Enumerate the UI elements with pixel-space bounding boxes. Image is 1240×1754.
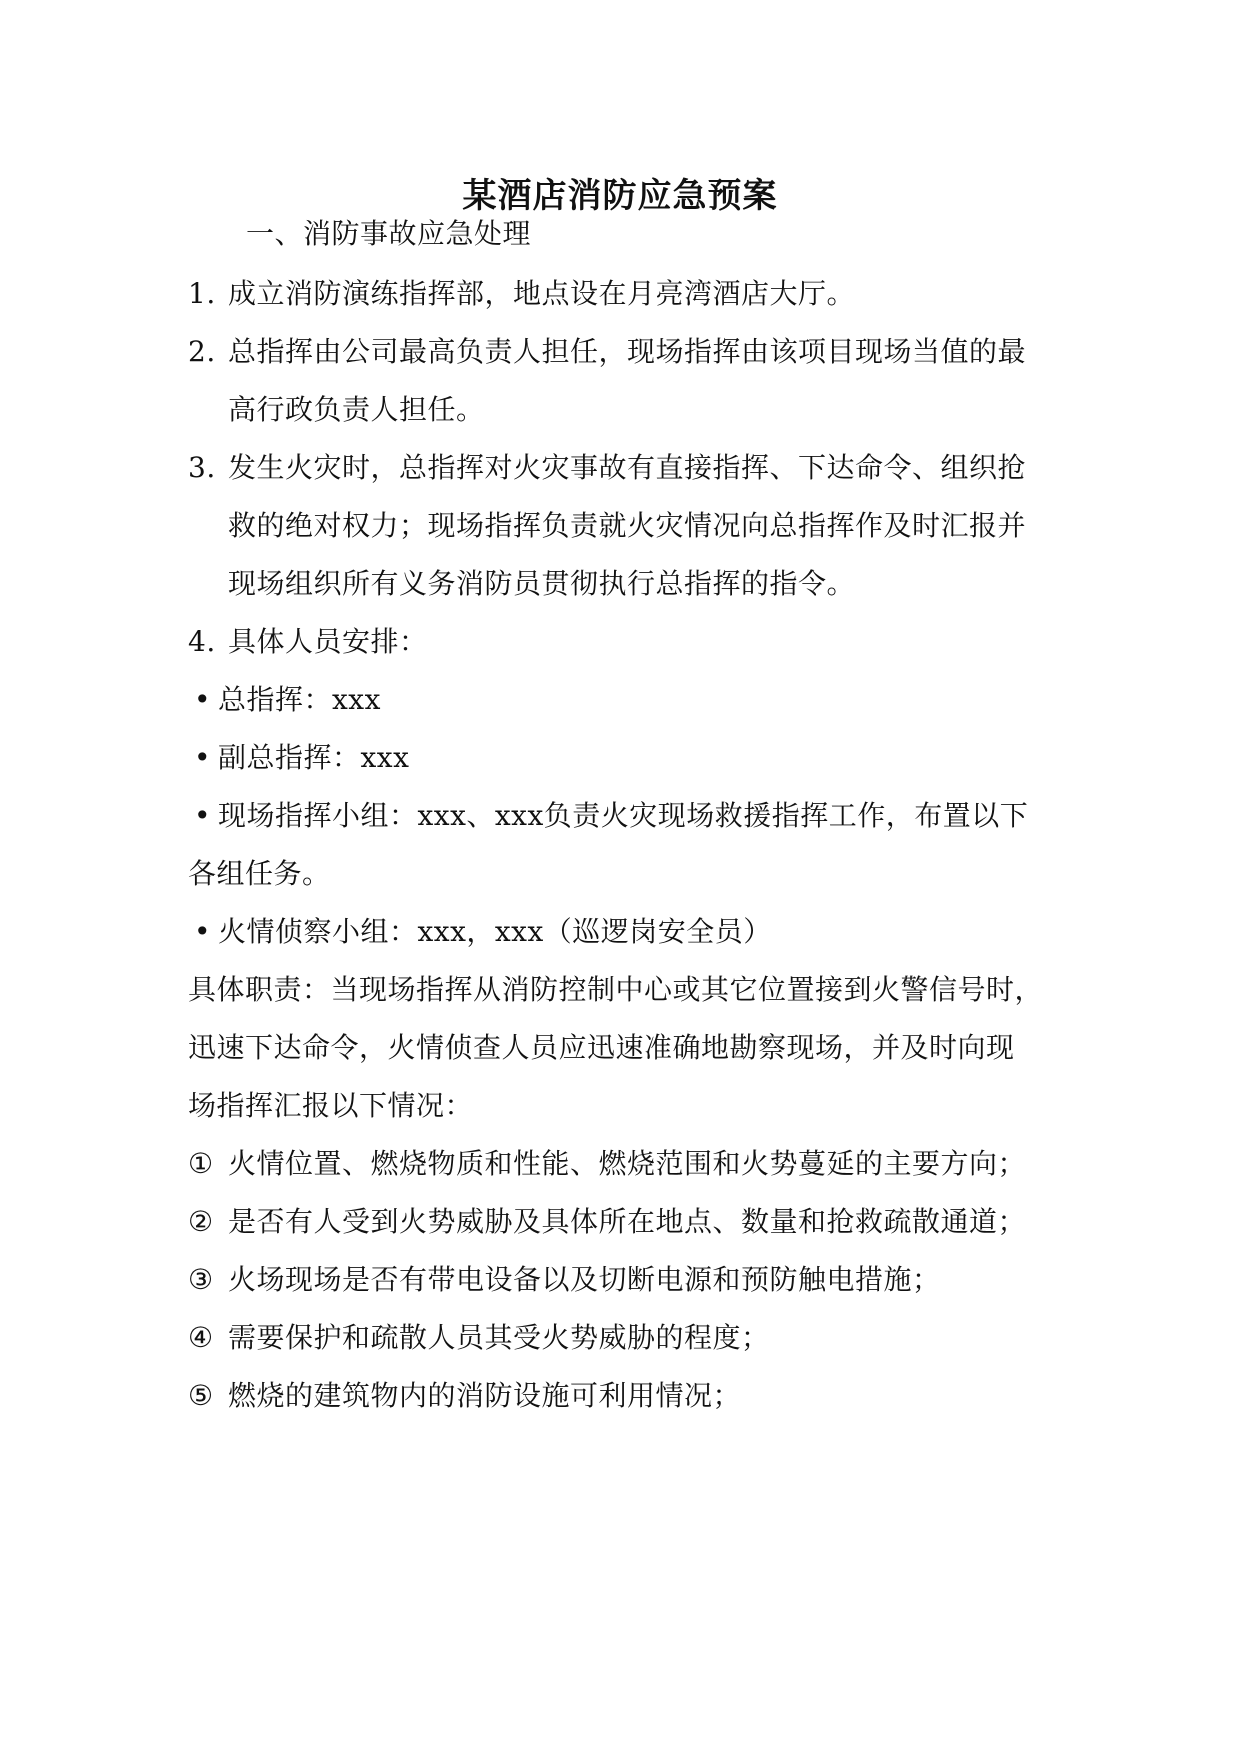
circled-item-1 (188, 1142, 1026, 1186)
item-text-continuation: 高行政负责人担任。 (228, 393, 485, 426)
circled-text: 是否有人受到火势威胁及具体所在地点、数量和抢救疏散通道； (228, 1205, 1027, 1238)
numbered-item-4 (188, 620, 428, 664)
duty-paragraph-line: 具体职责：当现场指挥从消防控制中心或其它位置接到火警信号时， (188, 973, 1044, 1006)
item-number: 2. (188, 335, 216, 368)
bullet-symbol: • (194, 741, 212, 774)
circled-number: ① (188, 1147, 214, 1180)
bullet-item-2 (194, 736, 409, 780)
bullet-text: 现场指挥小组：xxx、xxx负责火灾现场救援指挥工作，布置以下 (218, 799, 1029, 832)
numbered-item-3 (188, 446, 1026, 490)
circled-number: ⑤ (188, 1379, 214, 1412)
item-text: 成立消防演练指挥部，地点设在月亮湾酒店大厅。 (228, 277, 856, 310)
bullet-text: 副总指挥：xxx (218, 741, 410, 774)
numbered-item-1 (188, 272, 855, 316)
numbered-item-2 (188, 330, 1026, 374)
item-text-continuation: 救的绝对权力；现场指挥负责就火灾情况向总指挥作及时汇报并 (228, 509, 1027, 542)
item-text-continuation: 现场组织所有义务消防员贯彻执行总指挥的指令。 (228, 567, 856, 600)
document-title: 某酒店消防应急预案 (462, 176, 778, 216)
item-number: 1. (188, 277, 216, 310)
circled-text: 火情位置、燃烧物质和性能、燃烧范围和火势蔓延的主要方向； (228, 1147, 1027, 1180)
bullet-text: 火情侦察小组：xxx，xxx（巡逻岗安全员） (218, 915, 772, 948)
item-text: 总指挥由公司最高负责人担任，现场指挥由该项目现场当值的最 (228, 335, 1027, 368)
circled-item-5 (188, 1374, 741, 1418)
duty-paragraph-line: 迅速下达命令，火情侦查人员应迅速准确地勘察现场，并及时向现 (188, 1031, 1015, 1064)
bullet-symbol: • (194, 799, 212, 832)
circled-number: ② (188, 1205, 214, 1238)
circled-text: 火场现场是否有带电设备以及切断电源和预防触电措施； (228, 1263, 941, 1296)
item-number: 3. (188, 451, 216, 484)
section-heading: 一、消防事故应急处理 (246, 217, 532, 250)
item-number: 4. (188, 625, 216, 658)
bullet-item-3 (194, 794, 1028, 838)
circled-number: ③ (188, 1263, 214, 1296)
circled-text: 需要保护和疏散人员其受火势威胁的程度； (228, 1321, 770, 1354)
bullet-text: 总指挥：xxx (218, 683, 381, 716)
circled-item-4 (188, 1316, 770, 1360)
item-text: 具体人员安排： (228, 625, 428, 658)
bullet-symbol: • (194, 683, 212, 716)
circled-number: ④ (188, 1321, 214, 1354)
bullet-item-1 (194, 678, 381, 722)
circled-item-3 (188, 1258, 941, 1302)
item-text: 发生火灾时，总指挥对火灾事故有直接指挥、下达命令、组织抢 (228, 451, 1027, 484)
circled-text: 燃烧的建筑物内的消防设施可利用情况； (228, 1379, 742, 1412)
bullet-item-4 (194, 910, 772, 954)
duty-paragraph-line: 场指挥汇报以下情况： (188, 1089, 474, 1122)
circled-item-2 (188, 1200, 1026, 1244)
bullet-text-continuation: 各组任务。 (188, 857, 331, 890)
bullet-symbol: • (194, 915, 212, 948)
